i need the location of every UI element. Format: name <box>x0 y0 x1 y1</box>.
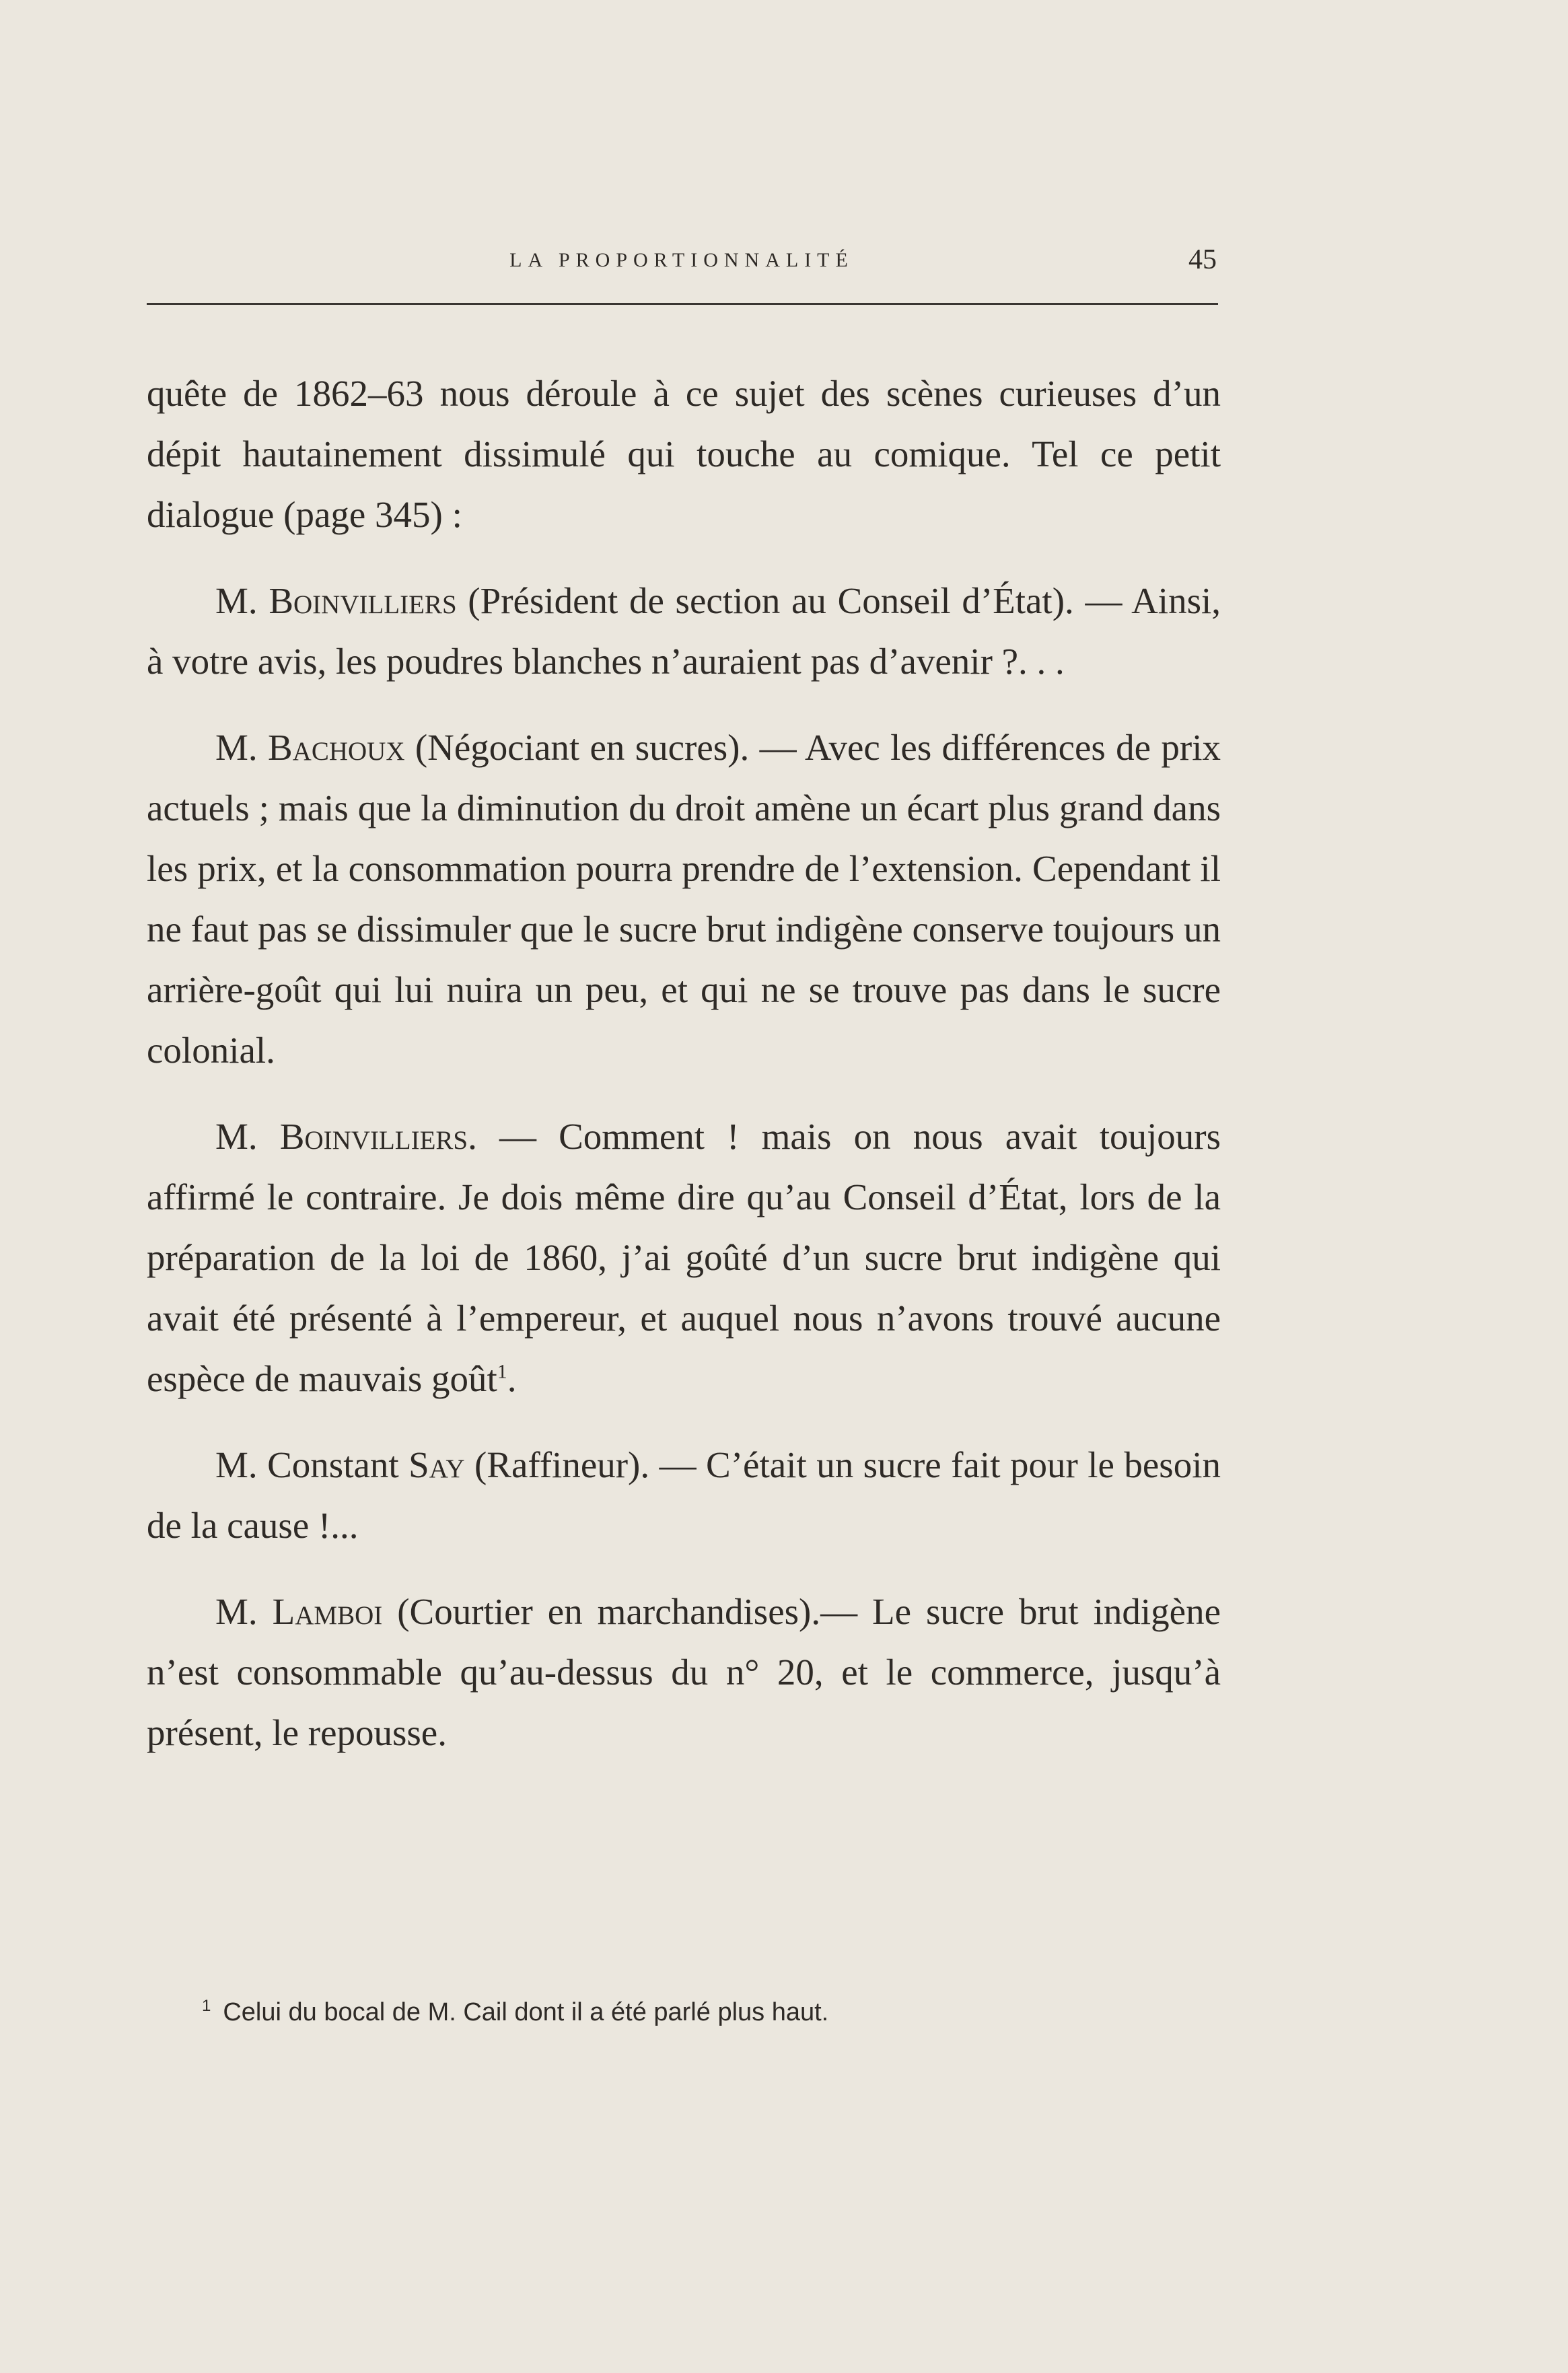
page-number: 45 <box>1188 244 1217 275</box>
speaker-name: Say <box>408 1444 465 1485</box>
paragraph-boinvilliers-1 <box>147 571 1221 692</box>
body-text <box>147 363 1221 1763</box>
speech-text: (Raffineur). — C’était un sucre fait pour le besoin de la cause !... <box>147 1444 1221 1546</box>
speaker-prefix: M. <box>215 727 268 768</box>
paragraph-say <box>147 1435 1221 1556</box>
running-title: LA PROPORTIONNALITÉ <box>509 249 854 271</box>
paragraph-bachoux <box>147 717 1221 1081</box>
speech-text: (Courtier en marchandises).— Le sucre brut indigène n’est consommable qu’au-dessus du n° 20, et le commerce, jusqu’à présent, le repousse. <box>147 1591 1221 1753</box>
footnote <box>202 1992 1211 2032</box>
paragraph-intro: quête de 1862–63 nous déroule à ce sujet des scènes curieuses d’un dépit hautainement dissimulé qui touche au comique. Tel ce petit dialogue (page 345) : <box>147 373 1221 535</box>
speech-end: . <box>507 1358 517 1399</box>
speaker-name: Boinvilliers <box>279 1116 468 1157</box>
speaker-name: Boinvilliers <box>269 580 457 621</box>
header-rule <box>147 303 1218 305</box>
footnote-text: Celui du bocal de M. Cail dont il a été parlé plus haut. <box>223 1998 829 2026</box>
speaker-name: Lamboi <box>272 1591 383 1632</box>
speaker-prefix: M. <box>215 1116 280 1157</box>
speech-text: (Président de section au Conseil d’État). — Ainsi, à votre avis, les poudres blanches n’auraient pas d’avenir ?. . . <box>147 580 1221 682</box>
speaker-prefix: M. Constant <box>215 1444 409 1485</box>
speech-text: . — Comment ! mais on nous avait toujours affirmé le contraire. Je dois même dire qu’au Conseil d’État, lors de la préparation de la loi de 1860, j’ai goûté d’un sucre brut indigène qui avait été présenté à l’empereur, et auquel nous n’avons trouvé aucune espèce de mauvais goût <box>147 1116 1221 1399</box>
speaker-prefix: M. <box>215 580 269 621</box>
speaker-prefix: M. <box>215 1591 273 1632</box>
footnote-reference: 1 <box>497 1360 507 1383</box>
running-head <box>147 244 1217 284</box>
paragraph-boinvilliers-2 <box>147 1106 1221 1409</box>
speaker-name: Bachoux <box>267 727 405 768</box>
paragraph-lamboi <box>147 1582 1221 1763</box>
footnote-marker: 1 <box>202 1997 211 2016</box>
speech-text: (Négociant en sucres). — Avec les différences de prix actuels ; mais que la diminution du droit amène un écart plus grand dans les prix, et la consommation pourra prendre de l’extension. Cependant il ne faut pas se dissimuler que le sucre brut indigène conserve toujours un arrière-goût qui lui nuira un peu, et qui ne se trouve pas dans le sucre colonial. <box>147 727 1221 1071</box>
